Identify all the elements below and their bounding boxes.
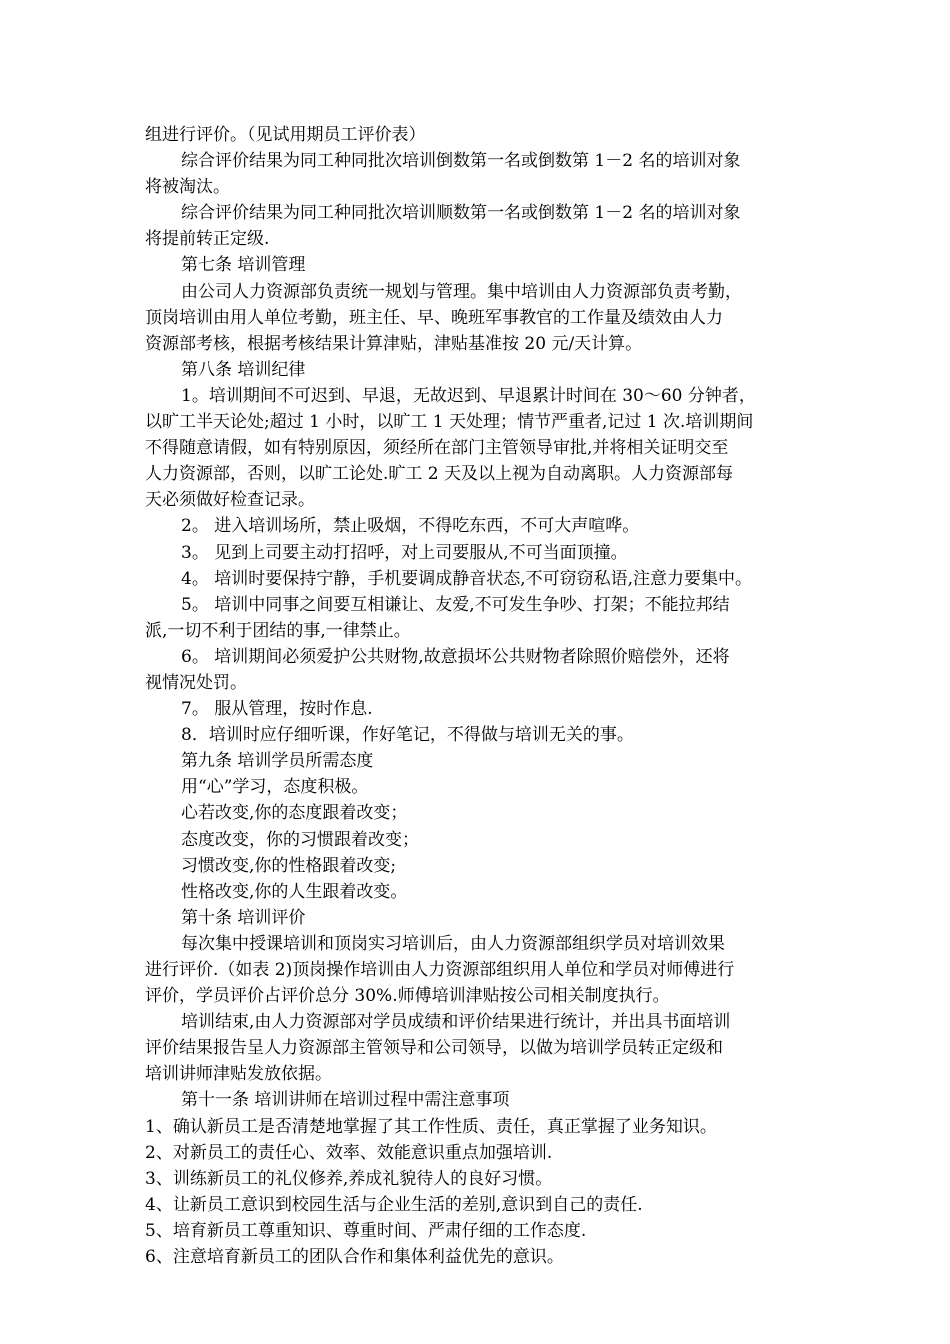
- text-line: 综合评价结果为同工种同批次培训倒数第一名或倒数第 1－2 名的培训对象: [181, 151, 741, 172]
- text-line: 7。 服从管理，按时作息.: [181, 699, 373, 720]
- text-line: 进行评价.（如表 2)顶岗操作培训由人力资源部组织用人单位和学员对师傅进行: [145, 960, 735, 980]
- text-line: 6。 培训期间必须爱护公共财物,故意损坏公共财物者除照价赔偿外，还将: [181, 646, 730, 667]
- text-line: 第十条 培训评价: [181, 907, 306, 928]
- text-line: 3、训练新员工的礼仪修养,养成礼貌待人的良好习惯。: [145, 1168, 553, 1189]
- text-line: 第八条 培训纪律: [181, 359, 306, 380]
- text-line: 资源部考核，根据考核结果计算津贴，津贴基准按 20 元/天计算。: [145, 333, 643, 354]
- text-line: 组进行评价。（见试用期员工评价表）: [145, 125, 426, 145]
- text-line: 2。 进入培训场所，禁止吸烟，不得吃东西，不可大声喧哗。: [181, 516, 640, 537]
- text-line: 4。 培训时要保持宁静，手机要调成静音状态,不可窃窃私语,注意力要集中。: [181, 568, 753, 589]
- text-line: 8．培训时应仔细听课，作好笔记，不得做与培训无关的事。: [181, 725, 634, 746]
- text-line: 习惯改变,你的性格跟着改变;: [181, 855, 397, 876]
- text-line: 由公司人力资源部负责统一规划与管理。集中培训由人力资源部负责考勤，: [181, 281, 742, 302]
- text-line: 3。 见到上司要主动打招呼，对上司要服从,不可当面顶撞。: [181, 542, 628, 563]
- text-line: 第七条 培训管理: [181, 255, 306, 276]
- text-line: 评价结果报告呈人力资源部主管领导和公司领导，以做为培训学员转正定级和: [145, 1038, 723, 1059]
- text-line: 评价，学员评价占评价总分 30%.师傅培训津贴按公司相关制度执行。: [145, 986, 670, 1007]
- text-line: 以旷工半天论处;超过 1 小时，以旷工 1 天处理；情节严重者,记过 1 次.培训期间: [145, 412, 754, 433]
- text-line: 5。 培训中同事之间要互相谦让、友爱,不可发生争吵、打架；不能拉邦结: [181, 594, 730, 615]
- text-line: 用“心”学习，态度积极。: [181, 777, 369, 798]
- text-line: 态度改变，你的习惯跟着改变；: [181, 829, 419, 850]
- text-line: 每次集中授课培训和顶岗实习培训后，由人力资源部组织学员对培训效果: [181, 933, 725, 954]
- text-line: 将被淘汰。: [145, 177, 230, 198]
- text-line: 综合评价结果为同工种同批次培训顺数第一名或倒数第 1－2 名的培训对象: [181, 203, 741, 224]
- text-line: 培训结束,由人力资源部对学员成绩和评价结果进行统计，并出具书面培训: [181, 1012, 731, 1033]
- document-body: [145, 122, 815, 1270]
- text-line: 5、培育新员工尊重知识、尊重时间、严肃仔细的工作态度.: [145, 1220, 587, 1241]
- text-line: 2、对新员工的责任心、效率、效能意识重点加强培训.: [145, 1142, 553, 1163]
- text-line: 天必须做好检查记录。: [145, 490, 315, 511]
- text-line: 第九条 培训学员所需态度: [181, 751, 374, 772]
- text-line: 1、确认新员工是否清楚地掌握了其工作性质、责任，真正掌握了业务知识。: [145, 1116, 717, 1137]
- text-line: 培训讲师津贴发放依据。: [145, 1064, 332, 1085]
- text-line: 1。培训期间不可迟到、早退，无故迟到、早退累计时间在 30～60 分钟者，: [181, 385, 756, 406]
- text-line: 顶岗培训由用人单位考勤，班主任、早、晚班军事教官的工作量及绩效由人力: [145, 307, 723, 328]
- text-line: 第十一条 培训讲师在培训过程中需注意事项: [181, 1090, 510, 1111]
- text-line: 4、让新员工意识到校园生活与企业生活的差别,意识到自己的责任.: [145, 1194, 643, 1215]
- text-line: 派,一切不利于团结的事,一律禁止。: [145, 620, 411, 641]
- text-line: 性格改变,你的人生跟着改变。: [181, 881, 408, 902]
- text-line: 人力资源部，否则，以旷工论处.旷工 2 天及以上视为自动离职。人力资源部每: [145, 464, 734, 485]
- text-line: 不得随意请假，如有特别原因，须经所在部门主管领导审批,并将相关证明交至: [145, 438, 729, 459]
- text-line: 6、注意培育新员工的团队合作和集体利益优先的意识。: [145, 1247, 564, 1268]
- text-line: 视情况处罚。: [145, 672, 247, 693]
- text-line: 心若改变,你的态度跟着改变；: [181, 803, 408, 824]
- text-line: 将提前转正定级.: [145, 229, 270, 250]
